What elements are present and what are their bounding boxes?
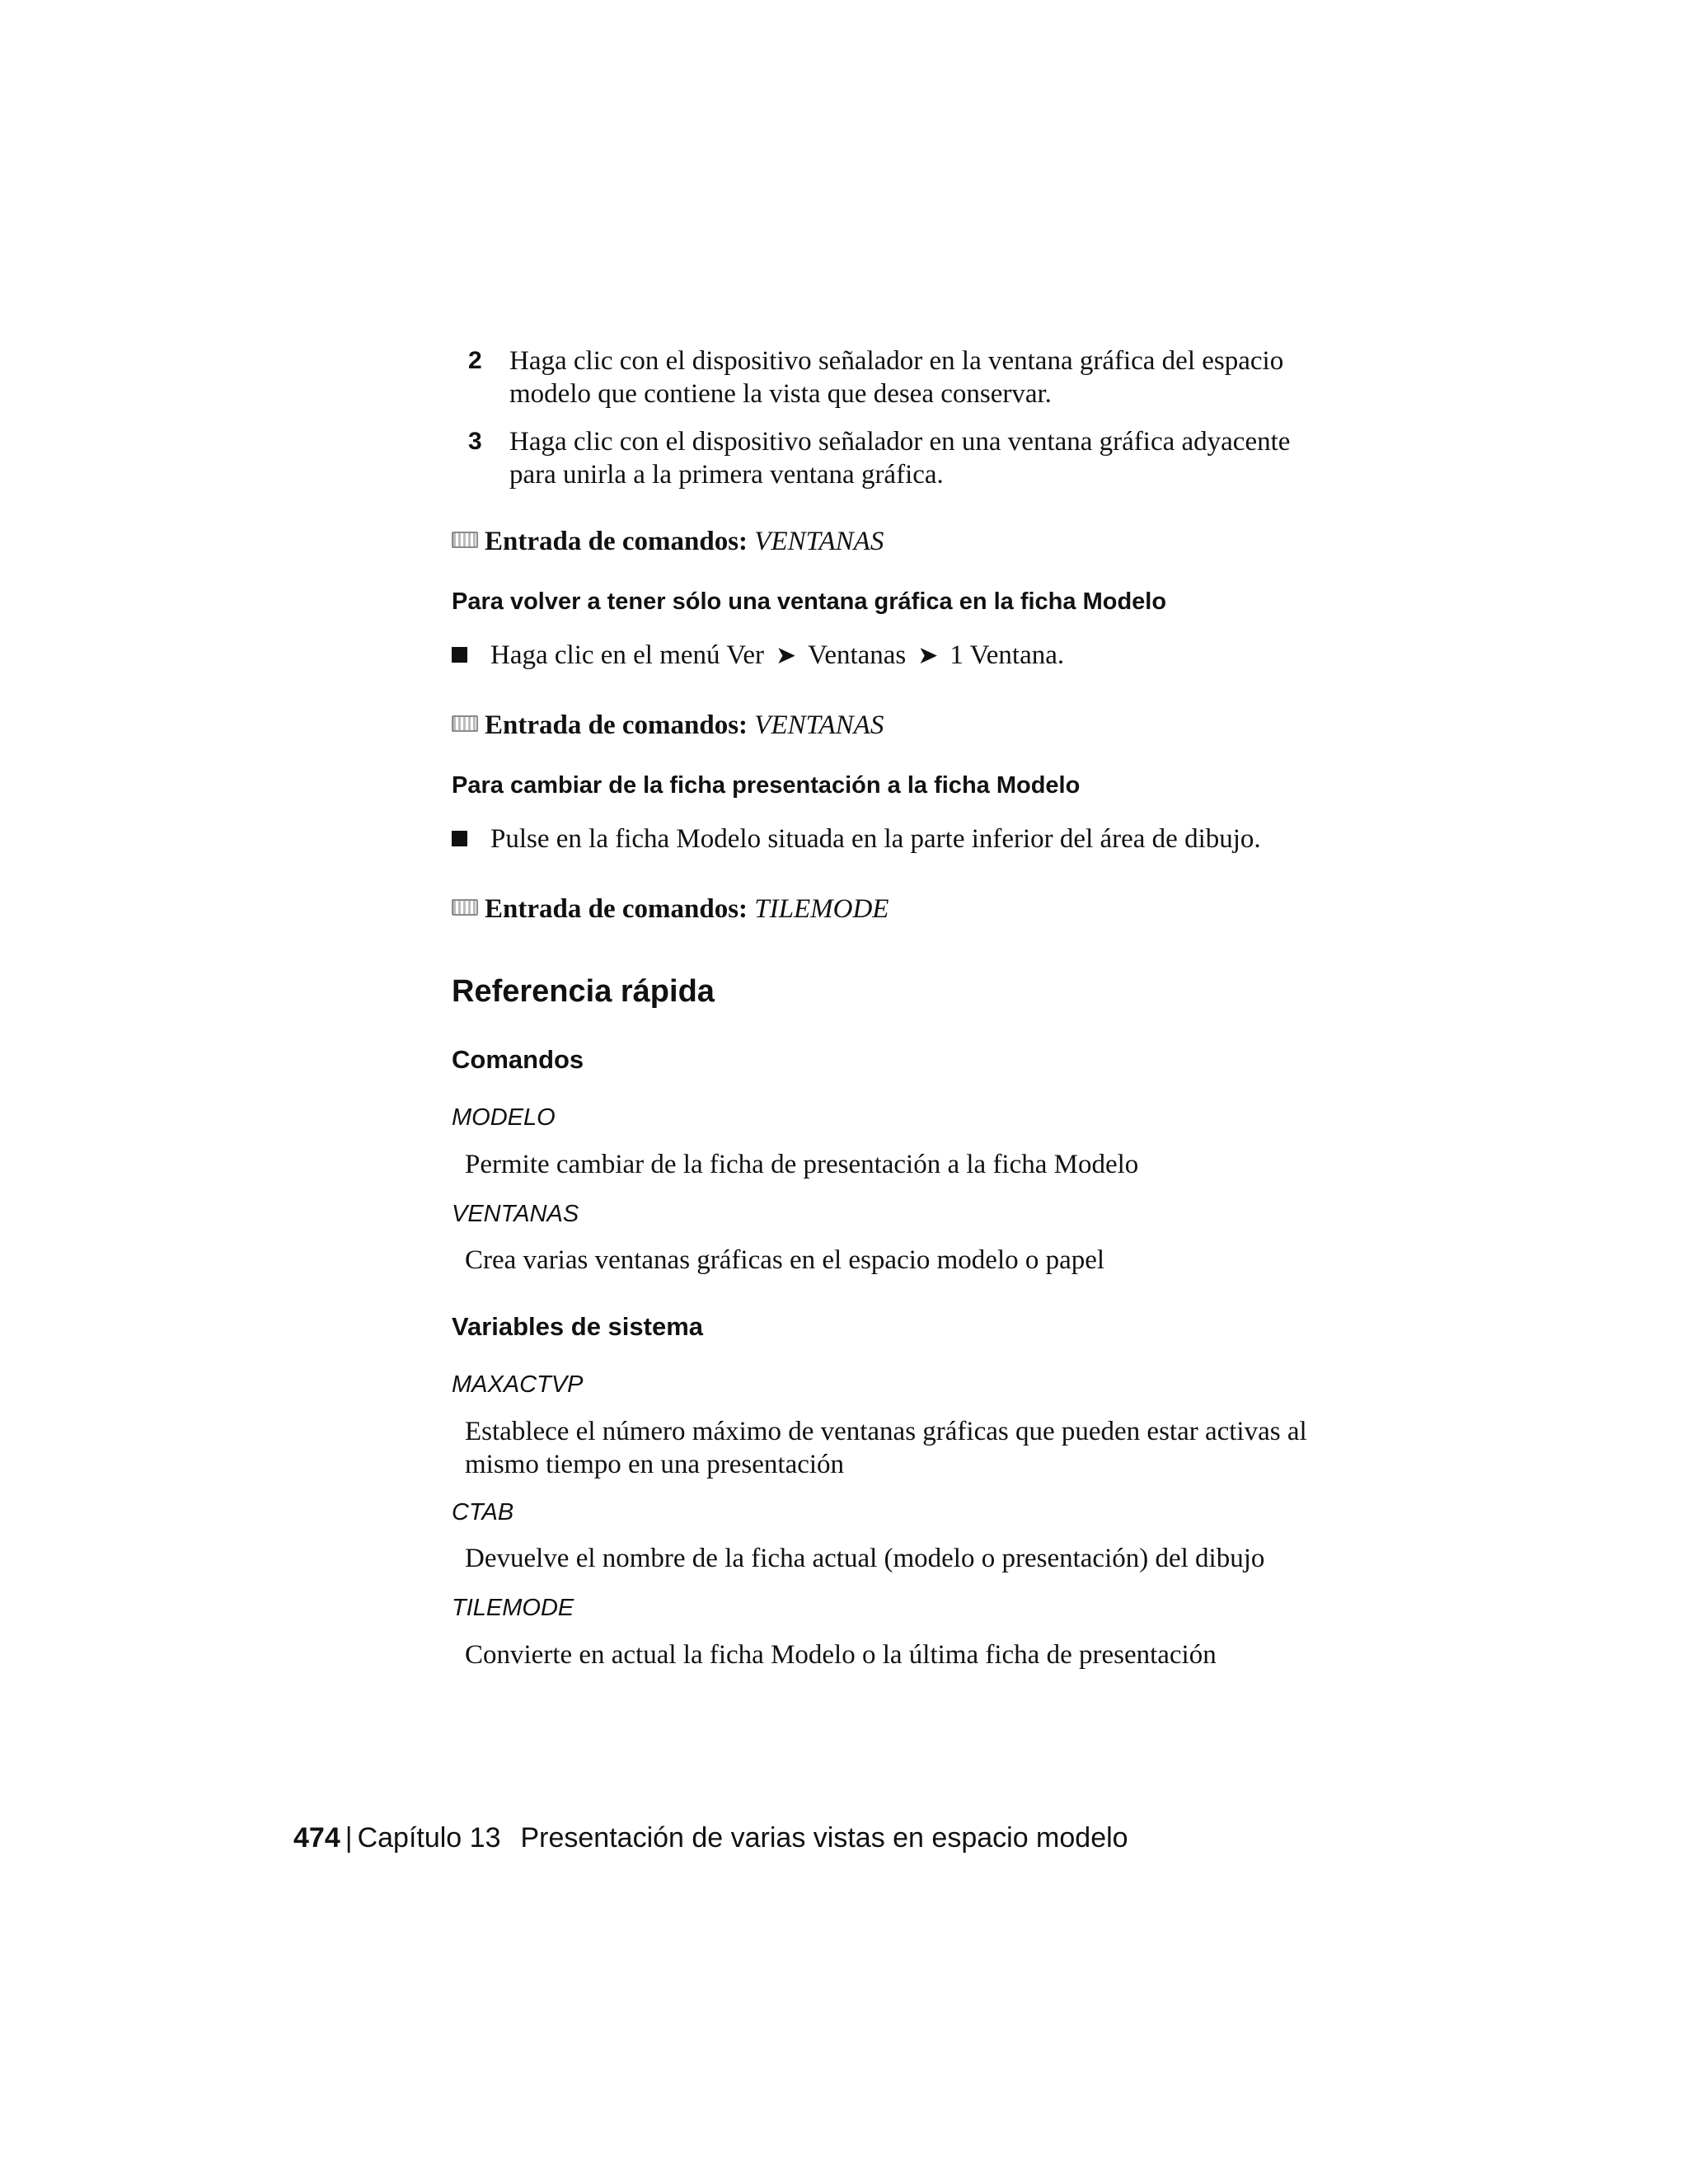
menu-path-part: Haga clic en el menú Ver	[490, 640, 764, 670]
section-heading: Referencia rápida	[452, 974, 715, 1009]
reference-description: Permite cambiar de la ficha de presentación a la ficha Modelo	[465, 1150, 1139, 1179]
step-number: 2	[468, 347, 482, 374]
procedure-step	[452, 823, 1261, 855]
page-number: 474	[293, 1822, 340, 1854]
reference-term: MODELO	[452, 1104, 556, 1131]
reference-term: MAXACTVP	[452, 1371, 584, 1398]
subsection-heading: Variables de sistema	[452, 1312, 704, 1341]
square-bullet-icon	[452, 647, 467, 663]
keyboard-icon	[452, 899, 478, 916]
step-text: Haga clic con el dispositivo señalador en la ventana gráfica del espacio modelo que contiene la vista que desea conservar.	[509, 346, 1284, 409]
reference-term: CTAB	[452, 1499, 514, 1526]
procedure-step-text: Pulse en la ficha Modelo situada en la parte inferior del área de dibujo.	[490, 824, 1261, 854]
menu-path-part: 1 Ventana.	[950, 640, 1065, 670]
command-entry-value: TILEMODE	[754, 894, 889, 924]
reference-term: TILEMODE	[452, 1595, 574, 1621]
command-entry-value: VENTANAS	[754, 527, 884, 556]
chapter-title: Presentación de varias vistas en espacio modelo	[520, 1822, 1128, 1854]
reference-description: Devuelve el nombre de la ficha actual (modelo o presentación) del dibujo	[465, 1544, 1265, 1573]
step-number: 3	[468, 428, 482, 455]
footer-separator: |	[345, 1822, 353, 1854]
command-entry	[452, 709, 884, 742]
menu-arrow-icon: ➤	[917, 642, 939, 669]
procedure-title: Para cambiar de la ficha presentación a la ficha Modelo	[452, 772, 1081, 799]
command-entry	[452, 525, 884, 558]
reference-term: VENTANAS	[452, 1201, 579, 1227]
menu-arrow-icon: ➤	[776, 642, 797, 669]
menu-path-part: Ventanas	[808, 640, 907, 670]
command-entry	[452, 893, 889, 926]
page-footer	[293, 1820, 1128, 1856]
step-text: Haga clic con el dispositivo señalador en una ventana gráfica adyacente para unirla a la primera ventana gráfica.	[509, 427, 1291, 490]
keyboard-icon	[452, 532, 478, 548]
command-entry-label: Entrada de comandos:	[485, 894, 748, 924]
subsection-heading: Comandos	[452, 1045, 584, 1074]
reference-description: Convierte en actual la ficha Modelo o la última ficha de presentación	[465, 1640, 1217, 1670]
procedure-step	[452, 639, 1064, 673]
chapter-label: Capítulo 13	[357, 1822, 501, 1854]
square-bullet-icon	[452, 831, 467, 846]
command-entry-label: Entrada de comandos:	[485, 710, 748, 740]
reference-description: Crea varias ventanas gráficas en el espacio modelo o papel	[465, 1245, 1105, 1275]
reference-description: Establece el número máximo de ventanas gráficas que pueden estar activas al mismo tiempo en una presentación	[465, 1417, 1307, 1479]
keyboard-icon	[452, 715, 478, 732]
command-entry-value: VENTANAS	[754, 710, 884, 740]
command-entry-label: Entrada de comandos:	[485, 527, 748, 556]
procedure-title: Para volver a tener sólo una ventana gráfica en la ficha Modelo	[452, 588, 1167, 615]
